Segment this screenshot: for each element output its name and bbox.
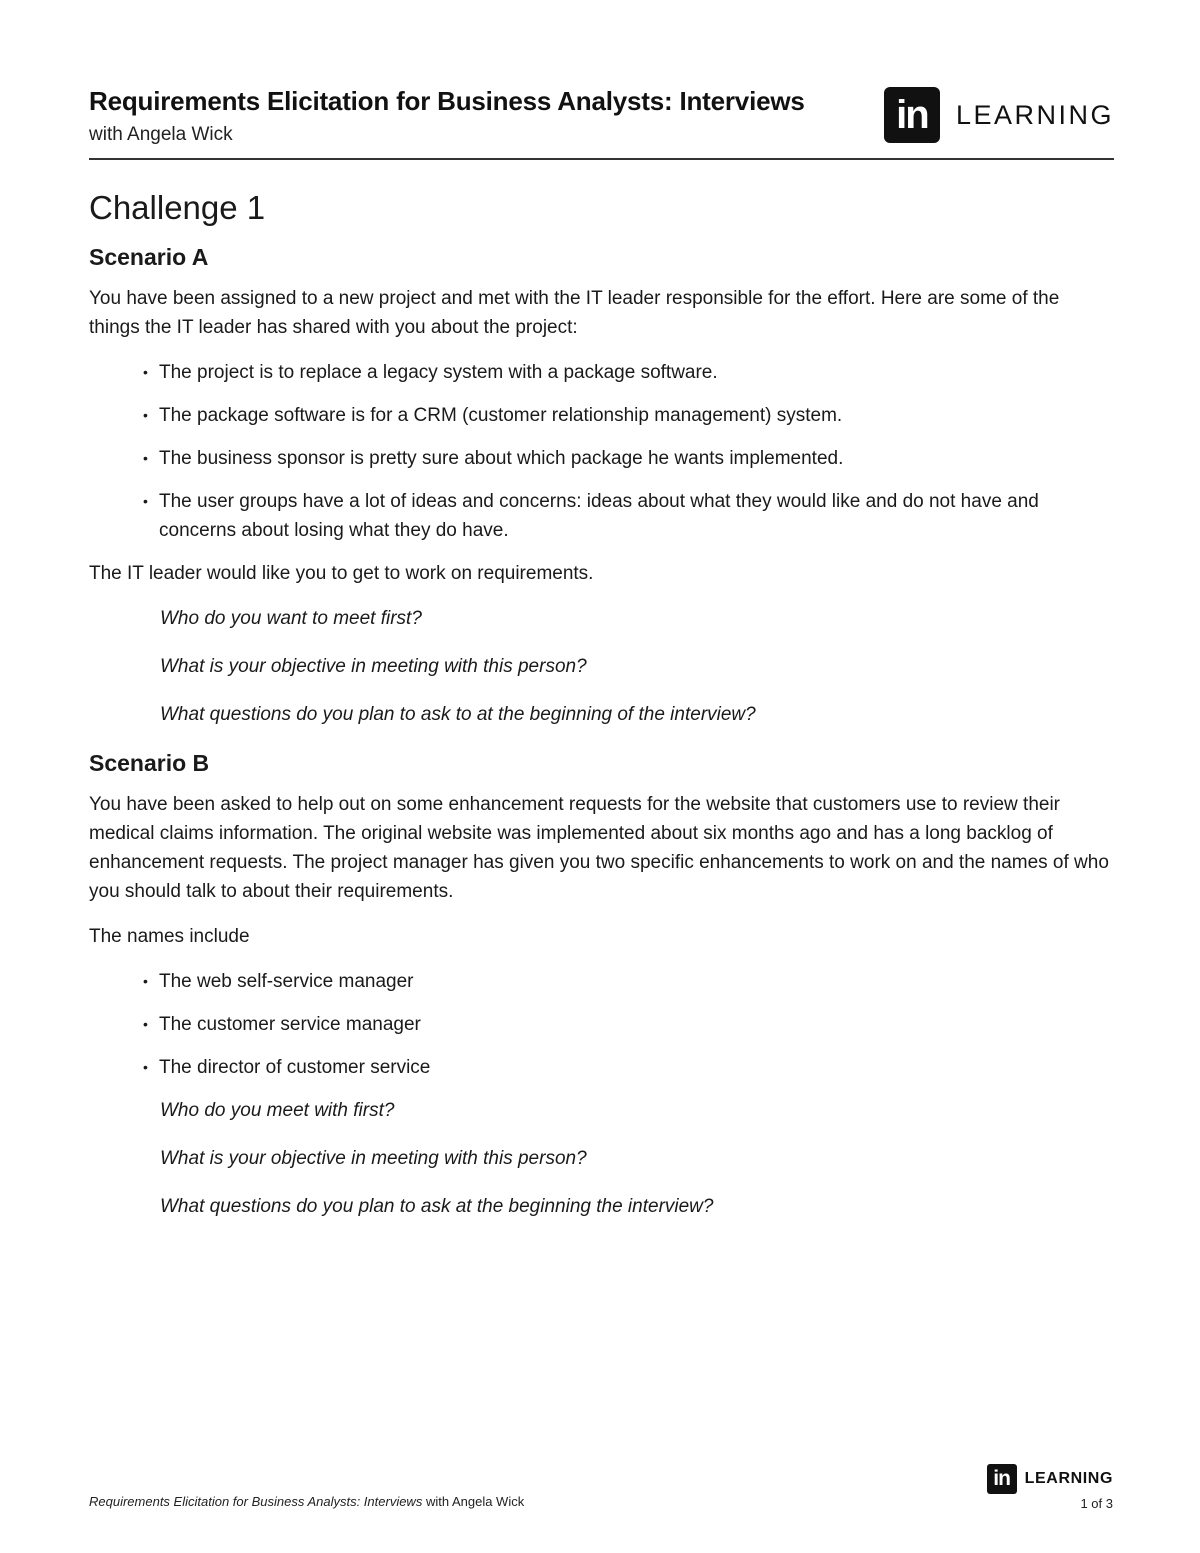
document-body — [89, 188, 1114, 1240]
bullet-icon: • — [143, 407, 148, 423]
footer-linkedin-learning-logo — [987, 1464, 1113, 1494]
page-number: 1 of 3 — [1080, 1496, 1113, 1511]
question-item: Who do you meet with first? — [160, 1100, 395, 1121]
list-item: • The business sponsor is pretty sure about which package he wants implemented. — [159, 444, 1114, 473]
document-header — [89, 86, 1114, 160]
logo-learning-text: LEARNING — [955, 99, 1114, 130]
bullet-icon: • — [143, 1016, 148, 1032]
linkedin-learning-logo — [884, 86, 1114, 144]
document-subtitle: with Angela Wick — [89, 124, 233, 145]
bullet-icon: • — [143, 364, 148, 380]
scenario-b-bullet-list — [89, 967, 1114, 1082]
scenario-b-questions — [89, 1096, 1114, 1221]
question-item: What is your objective in meeting with this person? — [160, 1148, 587, 1169]
bullet-icon: • — [143, 493, 148, 509]
scenario-b-intro: You have been asked to help out on some enhancement requests for the website that customers use to review their medical claims information. The original website was implemented about six months ago and has a long backlog of enhancement requests. The project manager has given you two specific enhancements to work on and the names of who you should talk to about their requirements. — [89, 794, 1109, 902]
document-title: Requirements Elicitation for Business Analysts: Interviews — [89, 86, 805, 116]
question-item: What questions do you plan to ask at the beginning the interview? — [160, 1196, 714, 1217]
bullet-icon: • — [143, 1059, 148, 1075]
scenario-b-heading: Scenario B — [89, 750, 210, 776]
list-item: • The package software is for a CRM (customer relationship management) system. — [159, 401, 1114, 430]
bullet-icon: • — [143, 973, 148, 989]
list-item: • The director of customer service — [159, 1053, 1114, 1082]
list-item: • The project is to replace a legacy system with a package software. — [159, 358, 1114, 387]
list-item: • The web self-service manager — [159, 967, 1114, 996]
question-item: Who do you want to meet first? — [160, 608, 422, 629]
footer-logo-learning-text: LEARNING — [1024, 1470, 1113, 1487]
scenario-b-names-label: The names include — [89, 926, 250, 947]
linkedin-in-icon: in — [884, 87, 940, 143]
question-item: What questions do you plan to ask to at the beginning of the interview? — [160, 704, 756, 725]
list-item: • The customer service manager — [159, 1010, 1114, 1039]
linkedin-in-icon: in — [987, 1464, 1017, 1494]
scenario-a-intro: You have been assigned to a new project and met with the IT leader responsible for the effort. Here are some of the things the IT leader has shared with you about the project: — [89, 288, 1060, 338]
scenario-a-questions — [89, 604, 1114, 729]
footer-author-text: with Angela Wick — [422, 1494, 525, 1509]
list-item: • The user groups have a lot of ideas and concerns: ideas about what they would like and do not have and concerns about losing what they do have. — [159, 487, 1114, 545]
scenario-a-closing: The IT leader would like you to get to work on requirements. — [89, 563, 594, 584]
scenario-a-heading: Scenario A — [89, 244, 209, 270]
footer-course-title — [89, 1494, 524, 1509]
footer-title-text: Requirements Elicitation for Business Analysts: Interviews — [89, 1494, 423, 1509]
challenge-heading: Challenge 1 — [89, 189, 266, 226]
bullet-icon: • — [143, 450, 148, 466]
scenario-a-bullet-list — [89, 358, 1114, 545]
question-item: What is your objective in meeting with this person? — [160, 656, 587, 677]
